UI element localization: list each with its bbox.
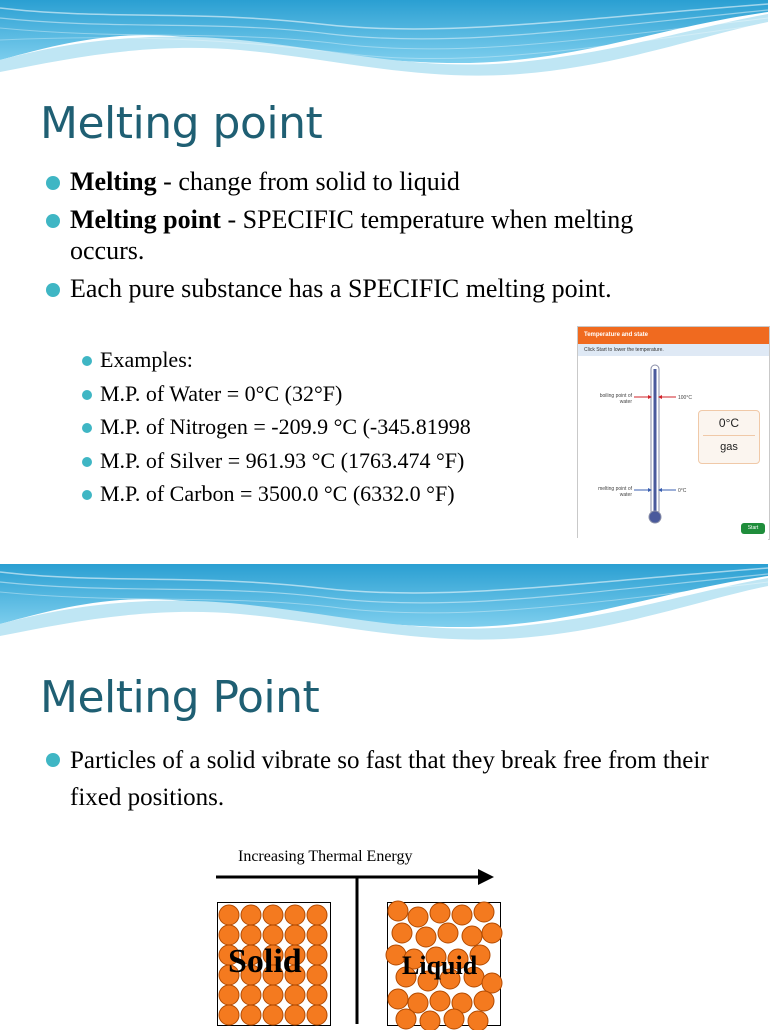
particle [307, 925, 327, 945]
particle [452, 905, 472, 925]
readout-state: gas [720, 441, 738, 453]
bullet-melting [44, 166, 684, 197]
readout-temperature: 0°C [718, 416, 740, 430]
particle [307, 945, 327, 965]
bullet-text: - SPECIFIC temperature when melting occurs. [70, 205, 634, 265]
bullet-melting-point [44, 204, 684, 266]
particle [263, 905, 283, 925]
simulation-instruction: Click Start to lower the temperature. [578, 344, 769, 356]
particle [482, 973, 502, 993]
particle [430, 903, 450, 923]
particle [307, 1005, 327, 1025]
particle [388, 989, 408, 1009]
particle [420, 1011, 440, 1030]
example-item: M.P. of Silver = 961.93 °C (1763.474 °F) [82, 444, 471, 478]
example-item: M.P. of Carbon = 3500.0 °C (6332.0 °F) [82, 477, 471, 511]
particle [462, 926, 482, 946]
bullet-term: Melting [70, 167, 157, 196]
slide-divider [0, 538, 768, 564]
slide-melting-point-particles [0, 564, 768, 1024]
example-item: M.P. of Nitrogen = -209.9 °C (-345.81998 [82, 410, 471, 444]
particle [285, 985, 305, 1005]
solid-label: Solid [228, 943, 302, 980]
start-button[interactable]: Start [741, 523, 765, 534]
particle [396, 1009, 416, 1029]
bullet-pure-substance [44, 273, 684, 304]
bullet-term: Melting point [70, 205, 221, 234]
particle [285, 1005, 305, 1025]
liquid-particle-box [387, 902, 501, 1026]
particle [307, 905, 327, 925]
particle [241, 1005, 261, 1025]
solid-particle-box [217, 902, 331, 1026]
particle [285, 905, 305, 925]
particle [416, 927, 436, 947]
energy-arrow-graphic [0, 564, 768, 1024]
particle [474, 902, 494, 922]
particle [219, 905, 239, 925]
particle [307, 985, 327, 1005]
state-readout [698, 410, 760, 464]
example-item: M.P. of Water = 0°C (32°F) [82, 377, 471, 411]
liquid-label: Liquid [402, 951, 478, 980]
particle [263, 985, 283, 1005]
melting-temp-label: 0°C [678, 488, 687, 494]
particle [285, 925, 305, 945]
particle [219, 1005, 239, 1025]
particle [392, 923, 412, 943]
slide-title: Melting Point [40, 672, 320, 723]
temperature-simulation-panel [577, 326, 770, 540]
examples-list [82, 343, 471, 511]
particle [482, 923, 502, 943]
bullet-text: - change from solid to liquid [156, 167, 460, 196]
particle [241, 985, 261, 1005]
particle [388, 901, 408, 921]
simulation-header: Temperature and state [578, 327, 769, 344]
main-bullet-list [44, 166, 684, 311]
particle [307, 965, 327, 985]
particle [241, 925, 261, 945]
particle [263, 1005, 283, 1025]
particle [219, 925, 239, 945]
header-wave-decoration [0, 0, 768, 80]
melting-point-label: melting point of water [598, 486, 632, 498]
particle [219, 985, 239, 1005]
example-item: Examples: [82, 343, 471, 377]
particle [474, 991, 494, 1011]
particle [241, 905, 261, 925]
slide-title: Melting point [40, 98, 323, 149]
bullet-text: Each pure substance has a SPECIFIC melting point. [70, 274, 612, 303]
particle [438, 923, 458, 943]
boiling-temp-label: 100°C [678, 395, 692, 401]
boiling-point-label: boiling point of water [599, 393, 632, 405]
readout-divider [703, 435, 755, 436]
energy-axis-label: Increasing Thermal Energy [238, 848, 413, 865]
particle [468, 1011, 488, 1030]
bullet-particles: Particles of a solid vibrate so fast that they break free from their fixed positions. [44, 742, 750, 816]
particle [408, 907, 428, 927]
particle [263, 925, 283, 945]
particle [430, 991, 450, 1011]
particle [444, 1009, 464, 1029]
